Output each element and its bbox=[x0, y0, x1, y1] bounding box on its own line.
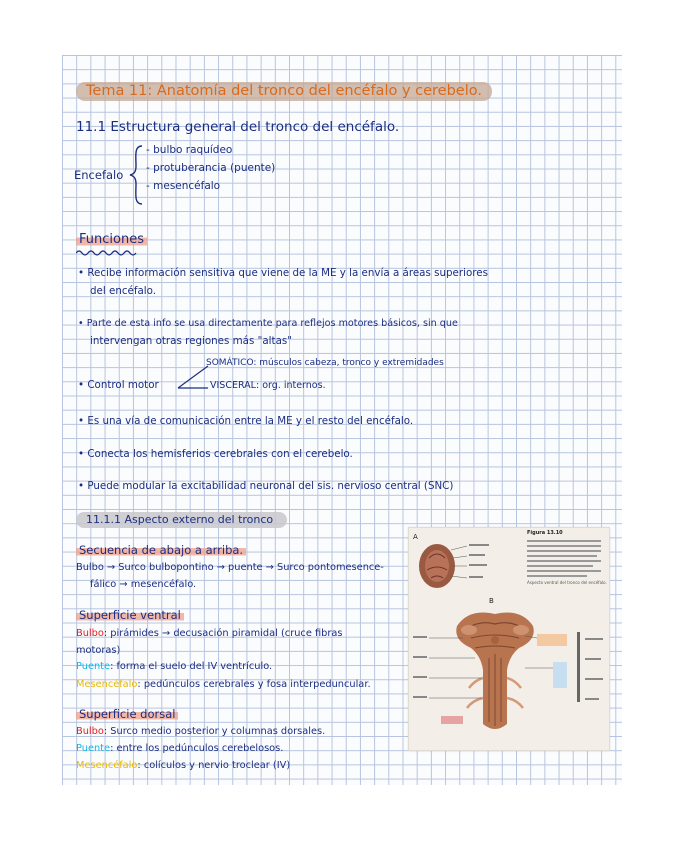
brainstem-illustration bbox=[409, 528, 609, 750]
figure-caption-body: Aspecto ventral del tronco del encéfalo. bbox=[527, 580, 607, 585]
secuencia-heading: Secuencia de abajo a arriba. bbox=[76, 545, 246, 557]
ventral-bulbo-line2: motoras) bbox=[76, 645, 121, 656]
dorsal-heading: Superficie dorsal bbox=[76, 709, 178, 721]
ventral-bulbo: Bulbo: pirámides → decusación piramidal (cruce fibras bbox=[76, 628, 343, 639]
dorsal-bulbo: Bulbo: Surco medio posterior y columnas dorsales. bbox=[76, 726, 326, 737]
figure-letter-b: B bbox=[489, 597, 494, 605]
control-somatico: SOMÁTICO: músculos cabeza, tronco y extremidades bbox=[206, 358, 444, 368]
page-title: Tema 11: Anatomía del tronco del encéfalo y cerebelo. bbox=[76, 84, 492, 99]
section-heading: 11.1 Estructura general del tronco del encéfalo. bbox=[76, 119, 400, 135]
secuencia-line2: fálico → mesencéfalo. bbox=[90, 579, 197, 590]
subsection-heading: 11.1.1 Aspecto externo del tronco bbox=[76, 514, 287, 525]
funcion-bullet-4: • Es una vía de comunicación entre la ME y el resto del encéfalo. bbox=[78, 415, 414, 427]
ventral-heading: Superficie ventral bbox=[76, 610, 184, 622]
funciones-heading: Funciones bbox=[76, 233, 147, 246]
ventral-puente: Puente: forma el suelo del IV ventrículo. bbox=[76, 661, 273, 672]
ventral-mesencefalo: Mesencéfalo: pedúnculos cerebrales y fosa interpeduncular. bbox=[76, 679, 371, 690]
encefalo-item-2: - protuberancia (puente) bbox=[146, 162, 276, 174]
figure-letter-a: A bbox=[413, 533, 418, 541]
branch-lines-icon bbox=[176, 364, 210, 392]
funcion-bullet-1-line2: del encéfalo. bbox=[90, 285, 157, 297]
secuencia-line1: Bulbo → Surco bulbopontino → puente → Surco pontomesence- bbox=[76, 562, 384, 573]
control-motor-label: • Control motor bbox=[78, 379, 159, 391]
wavy-underline bbox=[76, 249, 138, 257]
dorsal-puente: Puente: entre los pedúnculos cerebelosos. bbox=[76, 743, 284, 754]
funcion-bullet-1-line1: • Recibe información sensitiva que viene de la ME y la envía a áreas superiores bbox=[78, 267, 488, 279]
encefalo-item-1: - bulbo raquídeo bbox=[146, 144, 233, 156]
funcion-bullet-5: • Conecta los hemisferios cerebrales con el cerebelo. bbox=[78, 448, 353, 460]
curly-brace-icon bbox=[128, 144, 144, 206]
encefalo-item-3: - mesencéfalo bbox=[146, 180, 221, 192]
brainstem-figure bbox=[408, 527, 610, 751]
funcion-bullet-2-line2: intervengan otras regiones más "altas" bbox=[90, 335, 292, 347]
dorsal-mesencefalo: Mesencéfalo: colículos y nervio troclear (IV) bbox=[76, 760, 291, 771]
control-visceral: VISCERAL: org. internos. bbox=[210, 380, 326, 391]
figure-caption-title: Figura 13.10 bbox=[527, 530, 563, 536]
encefalo-label: Encefalo bbox=[74, 168, 124, 182]
funcion-bullet-6: • Puede modular la excitabilidad neuronal del sis. nervioso central (SNC) bbox=[78, 480, 454, 492]
funcion-bullet-2-line1: • Parte de esta info se usa directamente para reflejos motores básicos, sin que bbox=[78, 318, 458, 329]
